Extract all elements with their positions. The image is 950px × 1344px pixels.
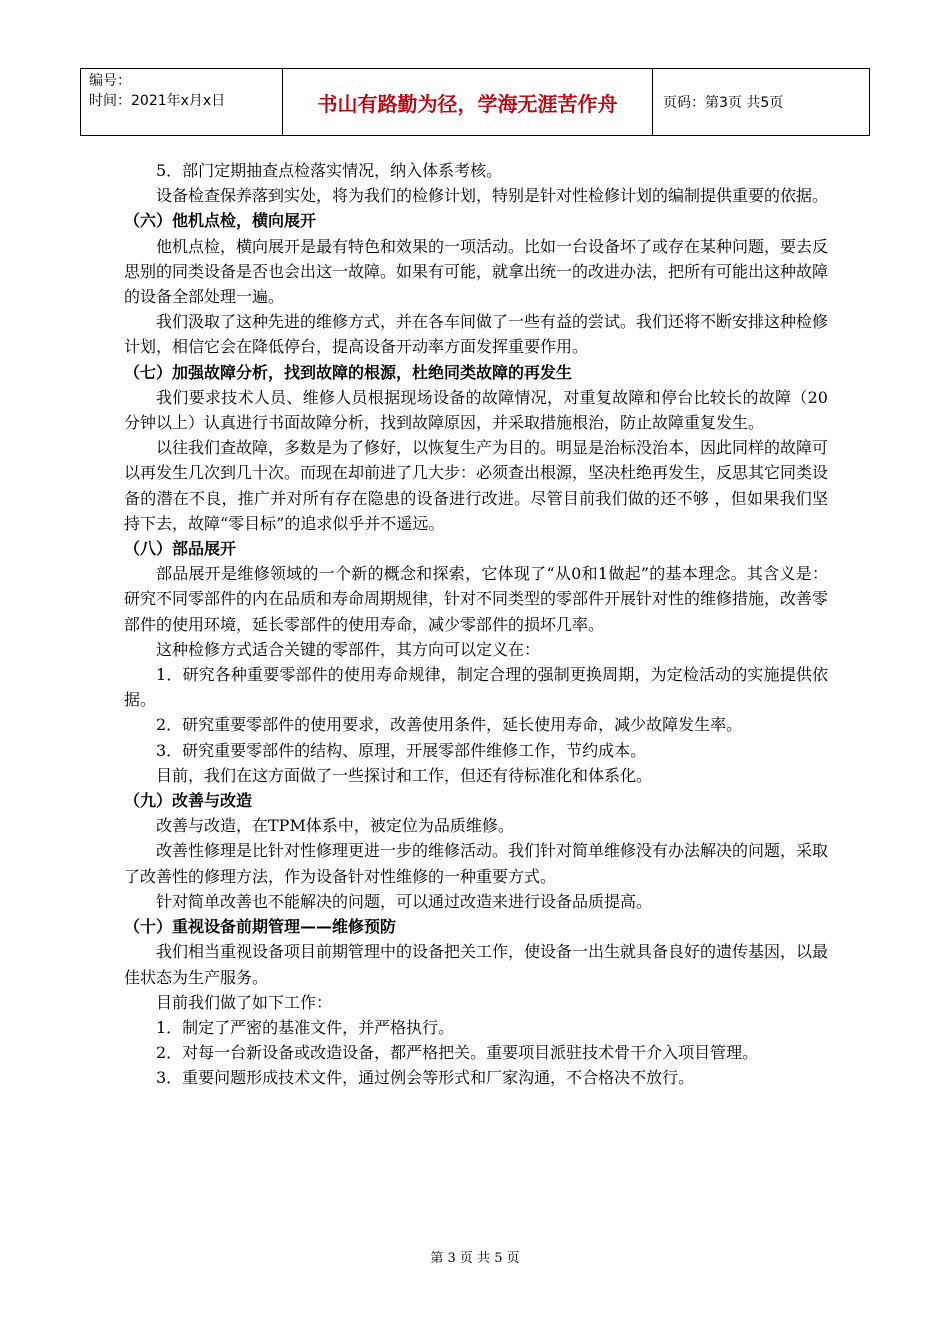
header-meta [81, 69, 283, 135]
paragraph: 设备检查保养落到实处，将为我们的检修计划，特别是针对性检修计划的编制提供重要的依据。 [156, 186, 829, 206]
paragraph: 以往我们查故障，多数是为了修好，以恢复生产为目的。明显是治标没治本，因此同样的故障可以再发生几次到几十次。而现在却前进了几大步：必须查出根源，坚决杜绝再发生，反思其它同类设备的潜在不良，推广并对所有存在隐患的设备进行改进。尽管目前我们做的还不够 ，但如果我们坚持下去，故障“零目标”的追求似乎并不遥远。 [124, 438, 829, 533]
list-item: 2．对每一台新设备或改造设备，都严格把关。重要项目派驻技术骨干介入项目管理。 [156, 1043, 759, 1063]
paragraph: 5．部门定期抽查点检落实情况，纳入体系考核。 [156, 161, 503, 180]
paragraph: 我们汲取了这种先进的维修方式，并在各车间做了一些有益的尝试。我们还将不断安排这种检修计划，相信它会在降低停台，提高设备开动率方面发挥重要作用。 [124, 312, 829, 357]
page-header [80, 68, 870, 136]
paragraph: 改善与改造，在TPM体系中，被定位为品质维修。 [156, 816, 514, 836]
document-number-label: 编号： [89, 73, 131, 89]
header-page-number: 页码：第3页 共5页 [663, 95, 784, 111]
section-heading: （十）重视设备前期管理——维修预防 [124, 917, 397, 937]
paragraph: 目前我们做了如下工作： [156, 992, 333, 1012]
list-item: 1．制定了严密的基准文件，并严格执行。 [156, 1017, 455, 1037]
page-footer: 第 3 页 共 5 页 [430, 1251, 520, 1266]
section-heading: （八）部品展开 [124, 539, 237, 559]
section-heading: （九）改善与改造 [124, 791, 253, 811]
section-heading: （六）他机点检，横向展开 [124, 211, 317, 231]
list-item: 3．重要问题形成技术文件，通过例会等形式和厂家沟通，不合格决不放行。 [156, 1068, 695, 1088]
paragraph: 他机点检，横向展开是最有特色和效果的一项活动。比如一台设备坏了或存在某种问题，要去反思别的同类设备是否也会出这一故障。如果有可能，就拿出统一的改进办法，把所有可能出这种故障的设备全部处理一遍。 [124, 236, 829, 307]
paragraph: 部品展开是维修领域的一个新的概念和探索，它体现了“从0和1做起”的基本理念。其含义是：研究不同零部件的内在品质和寿命周期规律，针对不同类型的零部件开展针对性的维修措施，改善零部件的使用环境，延长零部件的使用寿命，减少零部件的损坏几率。 [124, 564, 829, 634]
list-item: 3．研究重要零部件的结构、原理，开展零部件维修工作，节约成本。 [156, 740, 647, 760]
paragraph: 改善性修理是比针对性修理更进一步的维修活动。我们针对简单维修没有办法解决的问题，采取了改善性的修理方法，作为设备针对性维修的一种重要方式。 [124, 841, 829, 886]
paragraph: 这种检修方式适合关键的零部件，其方向可以定义在： [156, 639, 541, 659]
list-item: 2．研究重要零部件的使用要求，改善使用条件，延长使用寿命，减少故障发生率。 [156, 715, 743, 735]
paragraph: 目前，我们在这方面做了一些探讨和工作，但还有待标准化和体系化。 [156, 765, 653, 785]
document-body [124, 158, 828, 1091]
section-heading: （七）加强故障分析，找到故障的根源，杜绝同类故障的再发生 [124, 362, 573, 382]
paragraph: 针对简单改善也不能解决的问题，可以通过改造来进行设备品质提高。 [156, 891, 653, 911]
list-item: 1．研究各种重要零部件的使用寿命规律，制定合理的强制更换周期，为定检活动的实施提供依据。 [124, 665, 828, 710]
document-time-label: 时间：2021年x月x日 [89, 93, 226, 109]
header-motto: 书山有路勤为径，学海无涯苦作舟 [283, 69, 653, 135]
paragraph: 我们相当重视设备项目前期管理中的设备把关工作，使设备一出生就具备良好的遗传基因，以最佳状态为生产服务。 [124, 942, 829, 987]
paragraph: 我们要求技术人员、维修人员根据现场设备的故障情况，对重复故障和停台比较长的故障（20分钟以上）认真进行书面故障分析，找到故障原因，并采取措施根治，防止故障重复发生。 [124, 387, 828, 433]
